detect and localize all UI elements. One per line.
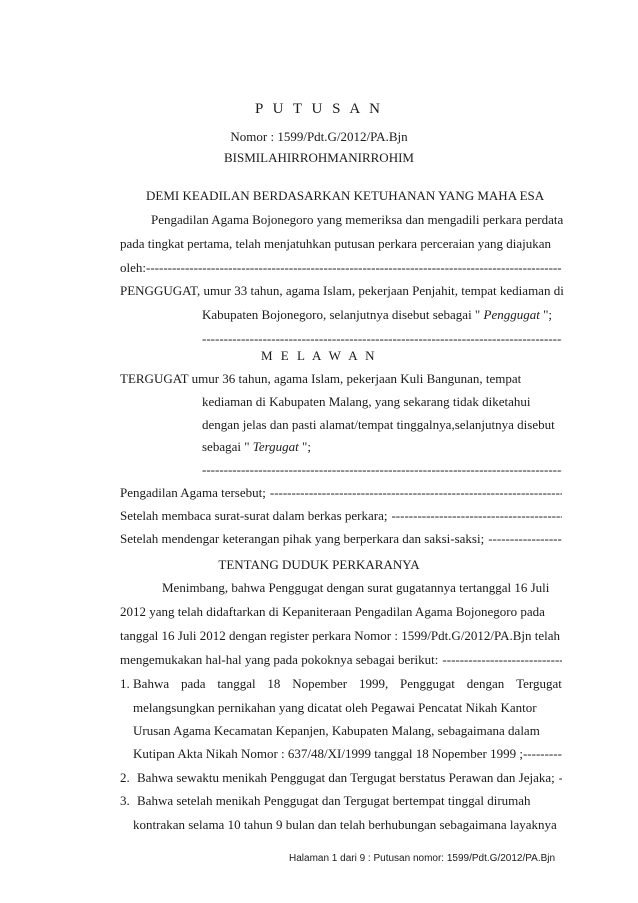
item-1-word: dengan	[466, 676, 505, 691]
dash-leader	[270, 485, 562, 501]
section-heading: TENTANG DUDUK PERKARANYA	[218, 557, 420, 572]
dash-leader	[488, 531, 562, 547]
tergugat-line-4	[202, 439, 311, 455]
penggugat-line-2-end: ";	[539, 307, 552, 322]
item-2-line-1	[137, 770, 562, 786]
dash-leader	[559, 770, 562, 786]
bismillah-line: BISMILAHIRROHMANIRROHIM	[224, 150, 414, 165]
page-footer: Halaman 1 dari 9 : Putusan nomor: 1599/Pdt.G/2012/PA.Bjn	[289, 853, 556, 864]
tergugat-line-4-text: sebagai "	[202, 439, 253, 454]
item-1-word: 18	[267, 676, 281, 691]
demi-keadilan-line: DEMI KEADILAN BERDASARKAN KETUHANAN YANG MAHA ESA	[146, 188, 545, 203]
statement-2-text: Setelah membaca surat-surat dalam berkas perkara;	[120, 508, 388, 523]
penggugat-line-2	[202, 307, 552, 323]
item-1-word: tanggal	[217, 676, 256, 691]
item-3-line-2: kontrakan selama 10 tahun 9 bulan dan telah berhubungan sebagaimana layaknya	[133, 817, 557, 832]
document-title: P U T U S A N	[255, 101, 383, 117]
menimbang-line-2: 2012 yang telah didaftarkan di Kepaniteraan Pengadilan Agama Bojonegoro pada	[120, 604, 545, 619]
statement-2	[120, 508, 562, 524]
menimbang-line-4	[120, 652, 562, 668]
menimbang-line-4-text: mengemukakan hal-hal yang pada pokoknya sebagai berikut:	[120, 652, 439, 667]
tergugat-line-1: TERGUGAT umur 36 tahun, agama Islam, pekerjaan Kuli Bangunan, tempat	[120, 371, 522, 386]
item-1-line-4-text: Kutipan Akta Nikah Nomor : 637/48/XI/1999 tanggal 18 Nopember 1999 ;	[133, 746, 523, 761]
penggugat-line-1: PENGGUGAT, umur 33 tahun, agama Islam, pekerjaan Penjahit, tempat kediaman di	[120, 283, 564, 298]
item-3-number: 3.	[120, 793, 130, 808]
item-2-number: 2.	[120, 770, 130, 785]
dash-leader	[391, 508, 562, 524]
tergugat-line-4-end: ";	[298, 439, 311, 454]
statement-1-text: Pengadilan Agama tersebut;	[120, 485, 266, 500]
dash-separator	[202, 331, 562, 347]
item-1-word: Tergugat	[516, 676, 562, 691]
statement-3	[120, 531, 562, 547]
penggugat-italic: Penggugat	[483, 307, 540, 322]
intro-line-1: Pengadilan Agama Bojonegoro yang memeriksa dan mengadili perkara perdata	[151, 212, 564, 227]
menimbang-line-3: tanggal 16 Juli 2012 dengan register perkara Nomor : 1599/Pdt.G/2012/PA.Bjn telah	[120, 628, 561, 643]
item-1-word: Bahwa	[133, 676, 170, 691]
dash-leader	[523, 746, 562, 762]
item-1-line-4	[133, 746, 562, 762]
intro-line-2: pada tingkat pertama, telah menjatuhkan putusan perkara perceraian yang diajukan	[120, 236, 551, 251]
item-1-line-2: melangsungkan pernikahan yang dicatat oleh Pegawai Pencatat Nikah Kantor	[133, 700, 537, 715]
statement-3-text: Setelah mendengar keterangan pihak yang berperkara dan saksi-saksi;	[120, 531, 485, 546]
dash-separator	[202, 462, 562, 478]
tergugat-line-2: kediaman di Kabupaten Malang, yang sekarang tidak diketahui	[202, 394, 531, 409]
case-number: Nomor : 1599/Pdt.G/2012/PA.Bjn	[230, 129, 408, 144]
intro-line-3	[120, 260, 562, 276]
intro-oleh: oleh:	[120, 260, 146, 275]
statement-1	[120, 485, 562, 501]
menimbang-line-1: Menimbang, bahwa Penggugat dengan surat gugatannya tertanggal 16 Juli	[162, 580, 550, 595]
item-1-word: pada	[180, 676, 206, 691]
item-2-text: Bahwa sewaktu menikah Penggugat dan Tergugat berstatus Perawan dan Jejaka;	[137, 770, 555, 785]
melawan-heading: M E L A W A N	[260, 348, 378, 363]
item-1-word: Penggugat	[400, 676, 455, 691]
item-3-line-1: Bahwa setelah menikah Penggugat dan Tergugat bertempat tinggal dirumah	[137, 793, 531, 808]
item-1-line-3: Urusan Agama Kecamatan Kepanjen, Kabupaten Malang, sebagaimana dalam	[133, 723, 540, 738]
penggugat-line-2-text: Kabupaten Bojonegoro, selanjutnya disebut sebagai "	[202, 307, 484, 322]
dash-leader	[146, 260, 562, 276]
item-1-word: 1999,	[358, 676, 389, 691]
tergugat-italic: Tergugat	[252, 439, 299, 454]
dash-leader	[442, 652, 562, 668]
item-1-word: Nopember	[292, 676, 348, 691]
item-1-line-1	[133, 676, 562, 692]
tergugat-line-3: dengan jelas dan pasti alamat/tempat tinggalnya,selanjutnya disebut	[202, 417, 555, 432]
item-1-number: 1.	[120, 676, 130, 691]
